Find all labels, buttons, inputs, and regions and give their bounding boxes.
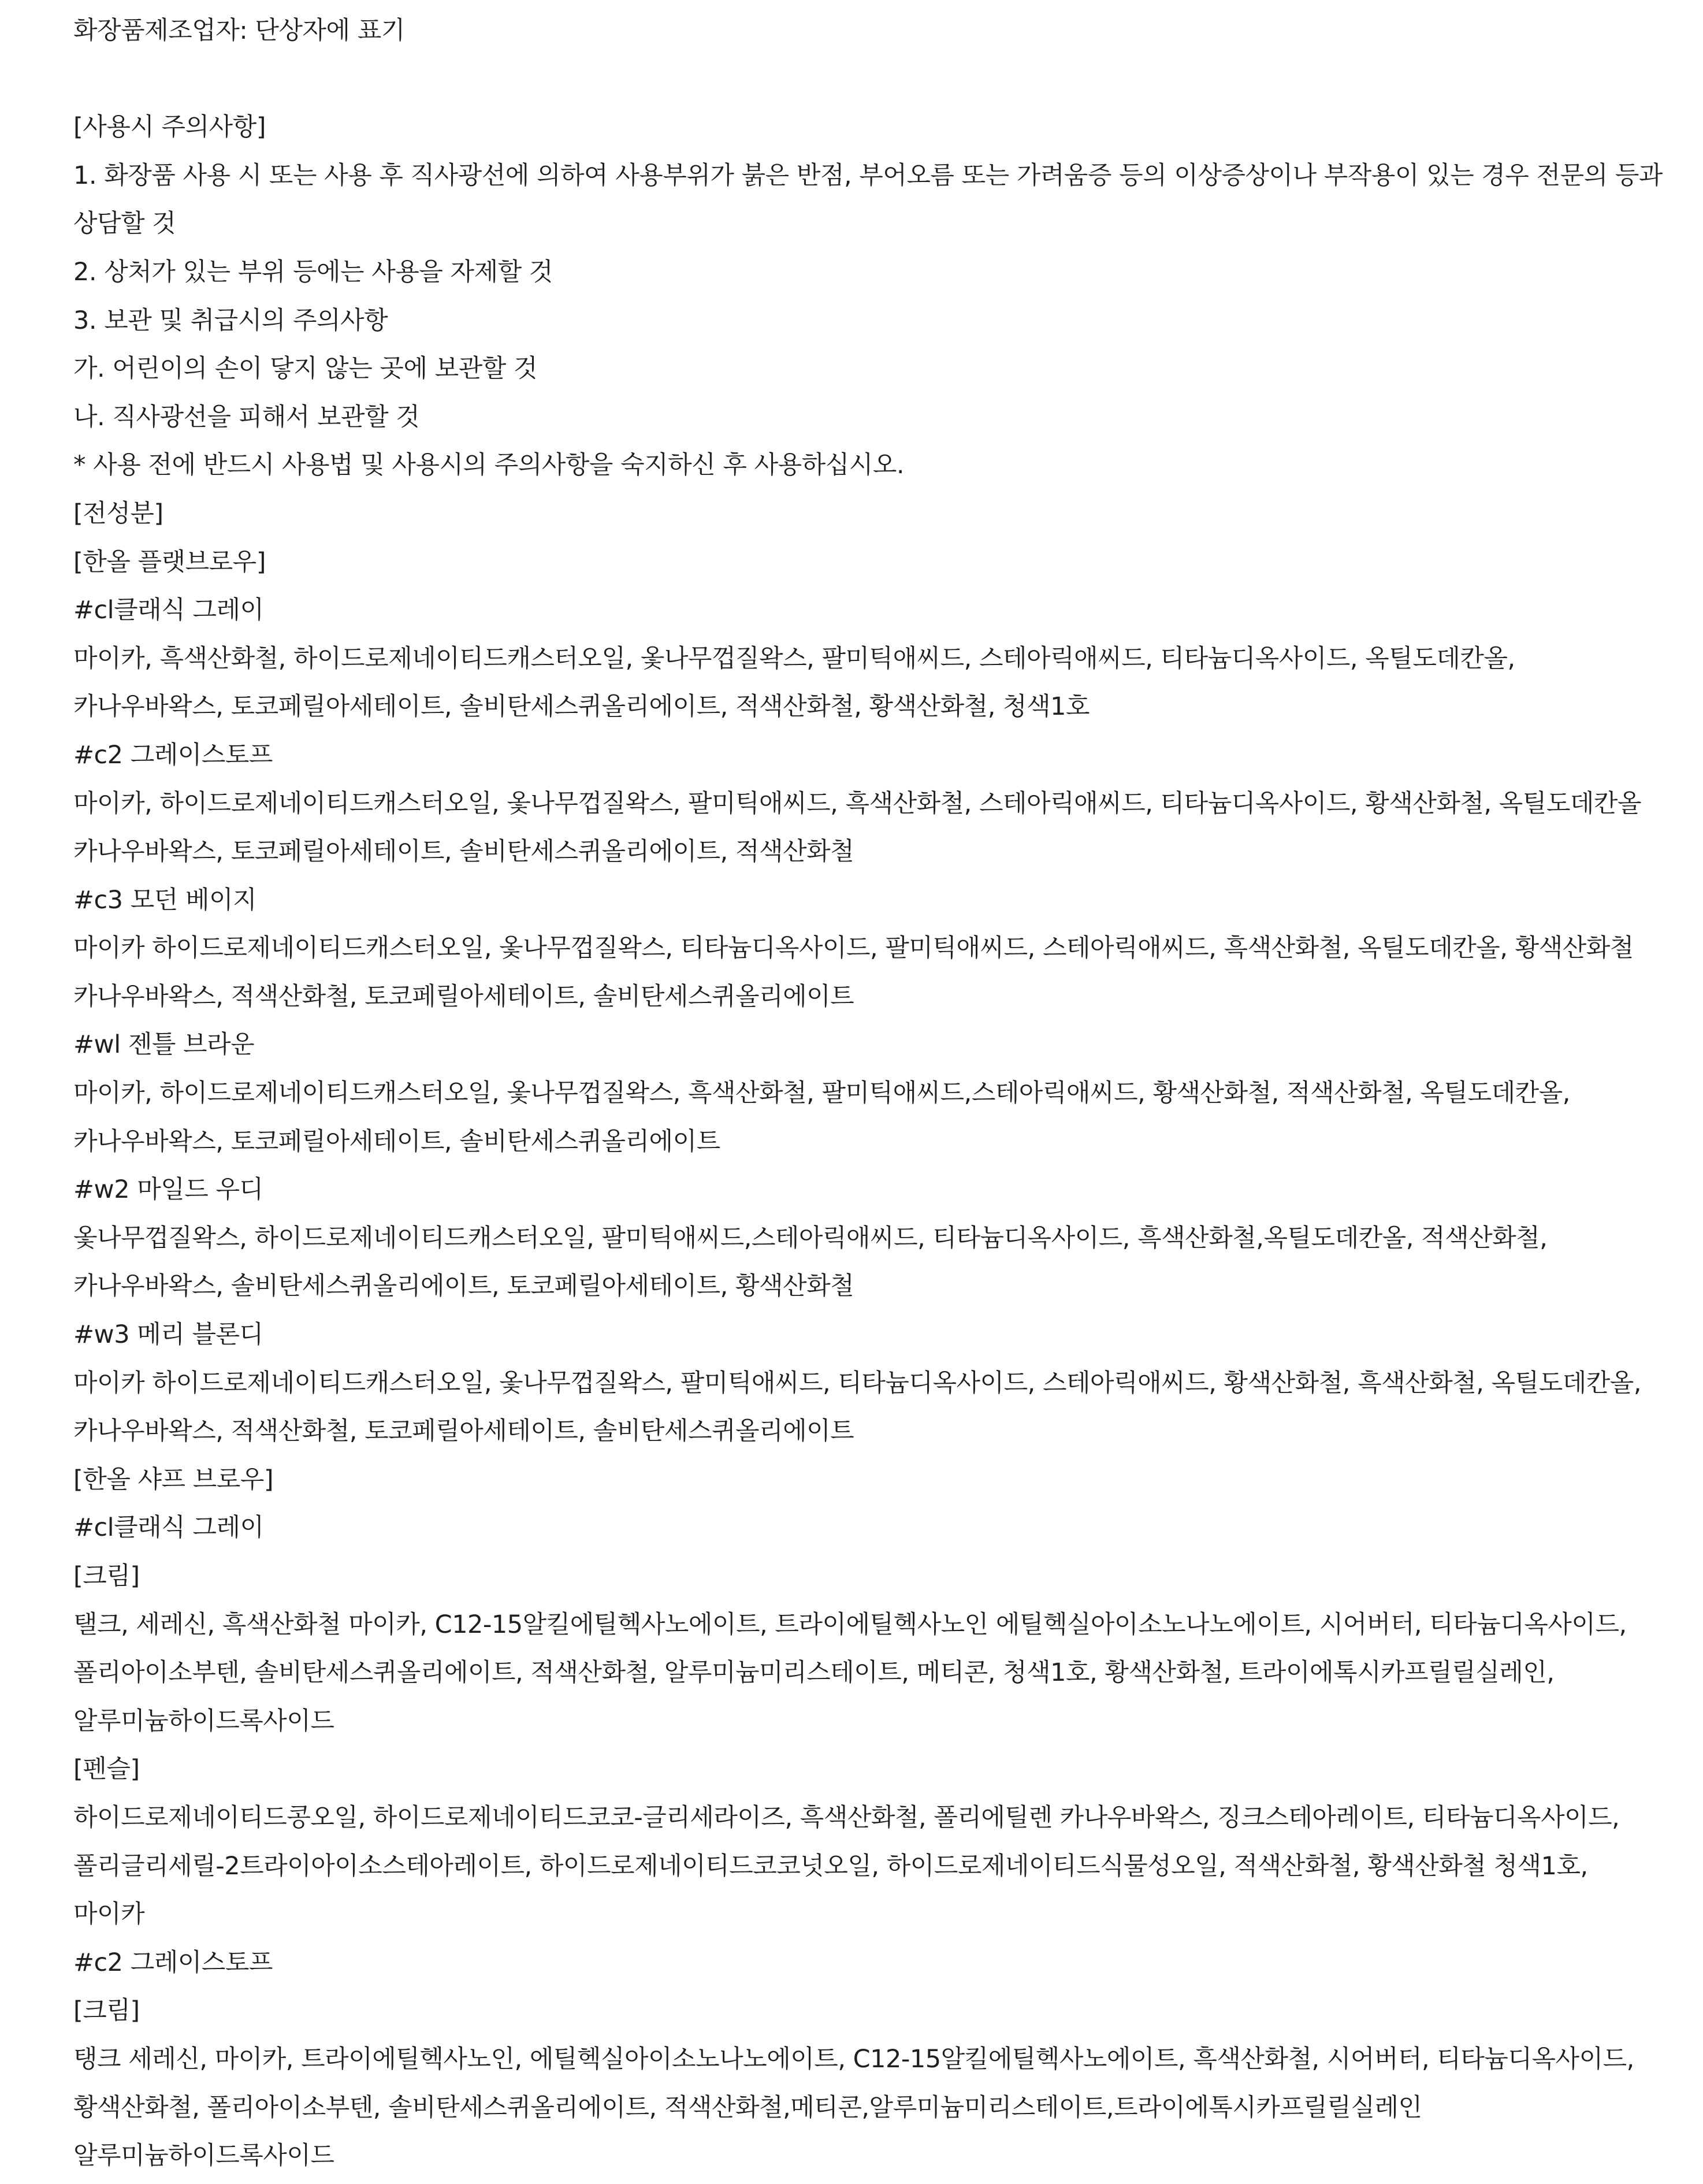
text-line: 마이카, 흑색산화철, 하이드로제네이티드캐스터오일, 옻나무껍질왁스, 팔미틱애씨드, 스테아릭애씨드, 티타늄디옥사이드, 옥틸도데칸올, <box>73 644 1515 673</box>
text-line: 마이카 하이드로제네이티드캐스터오일, 옻나무껍질왁스, 티타늄디옥사이드, 팔미틱애씨드, 스테아릭애씨드, 흑색산화철, 옥틸도데칸올, 황색산화철 <box>73 934 1634 963</box>
text-line: 폴리아이소부텐, 솔비탄세스퀴올리에이트, 적색산화철, 알루미늄미리스테이트, 메티콘, 청색1호, 황색산화철, 트라이에톡시카프릴릴실레인, <box>73 1658 1555 1688</box>
text-line: 카나우바왁스, 토코페릴아세테이트, 솔비탄세스퀴올리에이트, 적색산화철, 황색산화철, 청색1호 <box>73 692 1090 722</box>
text-line: #c2 그레이스토프 <box>73 740 273 770</box>
text-line: 2. 상처가 있는 부위 등에는 사용을 자제할 것 <box>73 257 553 287</box>
text-line: [전성분] <box>73 499 163 528</box>
text-line: 나. 직사광선을 피해서 보관할 것 <box>73 402 420 432</box>
text-line: 마이카, 하이드로제네이티드캐스터오일, 옻나무껍질왁스, 팔미틱애씨드, 흑색산화철, 스테아릭애씨드, 티타늄디옥사이드, 황색산화철, 옥틸도데칸올 <box>73 789 1642 818</box>
text-line: [사용시 주의사항] <box>73 113 266 142</box>
text-line: [펜슬] <box>73 1755 140 1784</box>
text-line: 탱크 세레신, 마이카, 트라이에틸헥사노인, 에틸헥실아이소노나노에이트, C12-15알킬에틸헥사노에이트, 흑색산화철, 시어버터, 티타늄디옥사이드, <box>73 2044 1634 2074</box>
text-line: [크림] <box>73 1562 140 1591</box>
text-line: 화장품제조업자: 단상자에 표기 <box>73 16 405 45</box>
text-line: 하이드로제네이티드콩오일, 하이드로제네이티드코코-글리세라이즈, 흑색산화철, 폴리에틸렌 카나우바왁스, 징크스테아레이트, 티타늄디옥사이드, <box>73 1803 1620 1832</box>
text-line: 알루미늄하이드록사이드 <box>73 2141 334 2171</box>
text-line: 알루미늄하이드록사이드 <box>73 1706 334 1736</box>
text-line: #w3 메리 블론디 <box>73 1320 263 1350</box>
blank-line <box>73 55 1697 104</box>
text-line: 가. 어린이의 손이 닿지 않는 곳에 보관할 것 <box>73 354 537 384</box>
text-line: 탤크, 세레신, 흑색산화철 마이카, C12-15알킬에틸헥사노에이트, 트라이에틸헥사노인 에틸헥실아이소노나노에이트, 시어버터, 티타늄디옥사이드, <box>73 1610 1627 1639</box>
text-line: 카나우바왁스, 토코페릴아세테이트, 솔비탄세스퀴올리에이트, 적색산화철 <box>73 837 854 867</box>
text-line: 황색산화철, 폴리아이소부텐, 솔비탄세스퀴올리에이트, 적색산화철,메티콘,알루미늄미리스테이트,트라이에톡시카프릴릴실레인 <box>73 2093 1422 2122</box>
text-line: 카나우바왁스, 적색산화철, 토코페릴아세테이트, 솔비탄세스퀴올리에이트 <box>73 982 854 1011</box>
text-line: 마이카, 하이드로제네이티드캐스터오일, 옻나무껍질왁스, 흑색산화철, 팔미틱애씨드,스테아릭애씨드, 황색산화철, 적색산화철, 옥틸도데칸올, <box>73 1079 1570 1108</box>
text-line: #wl 젠틀 브라운 <box>73 1030 255 1060</box>
text-line: #c2 그레이스토프 <box>73 1948 273 1977</box>
text-line: * 사용 전에 반드시 사용법 및 사용시의 주의사항을 숙지하신 후 사용하십시오. <box>73 451 905 480</box>
text-line: [크림] <box>73 1996 140 2026</box>
text-line: [한올 샤프 브로우] <box>73 1465 274 1494</box>
text-line: 3. 보관 및 취급시의 주의사항 <box>73 306 388 335</box>
text-line: 마이카 하이드로제네이티드캐스터오일, 옻나무껍질왁스, 팔미틱애씨드, 티타늄디옥사이드, 스테아릭애씨드, 황색산화철, 흑색산화철, 옥틸도데칸올, <box>73 1368 1642 1398</box>
text-line: 카나우바왁스, 토코페릴아세테이트, 솔비탄세스퀴올리에이트 <box>73 1127 720 1156</box>
text-line: 상담할 것 <box>73 209 176 239</box>
text-line: #cl클래식 그레이 <box>73 1513 264 1543</box>
text-line: 1. 화장품 사용 시 또는 사용 후 직사광선에 의하여 사용부위가 붉은 반점, 부어오름 또는 가려움증 등의 이상증상이나 부작용이 있는 경우 전문의 등과 <box>73 161 1663 190</box>
ingredient-document <box>73 7 1697 2181</box>
text-line: 카나우바왁스, 솔비탄세스퀴올리에이트, 토코페릴아세테이트, 황색산화철 <box>73 1272 854 1301</box>
text-line: 옻나무껍질왁스, 하이드로제네이티드캐스터오일, 팔미틱애씨드,스테아릭애씨드, 티타늄디옥사이드, 흑색산화철,옥틸도데칸올, 적색산화철, <box>73 1223 1548 1253</box>
text-line: 마이카 <box>73 1900 145 1929</box>
text-line: #c3 모던 베이지 <box>73 885 257 915</box>
text-line: 폴리글리세릴-2트라이아이소스테아레이트, 하이드로제네이티드코코넛오일, 하이드로제네이티드식물성오일, 적색산화철, 황색산화철 청색1호, <box>73 1851 1588 1881</box>
text-line: #w2 마일드 우디 <box>73 1175 263 1205</box>
text-line: #cl클래식 그레이 <box>73 596 264 625</box>
text-line: [한올 플랫브로우] <box>73 547 266 577</box>
text-line: 카나우바왁스, 적색산화철, 토코페릴아세테이트, 솔비탄세스퀴올리에이트 <box>73 1417 854 1446</box>
